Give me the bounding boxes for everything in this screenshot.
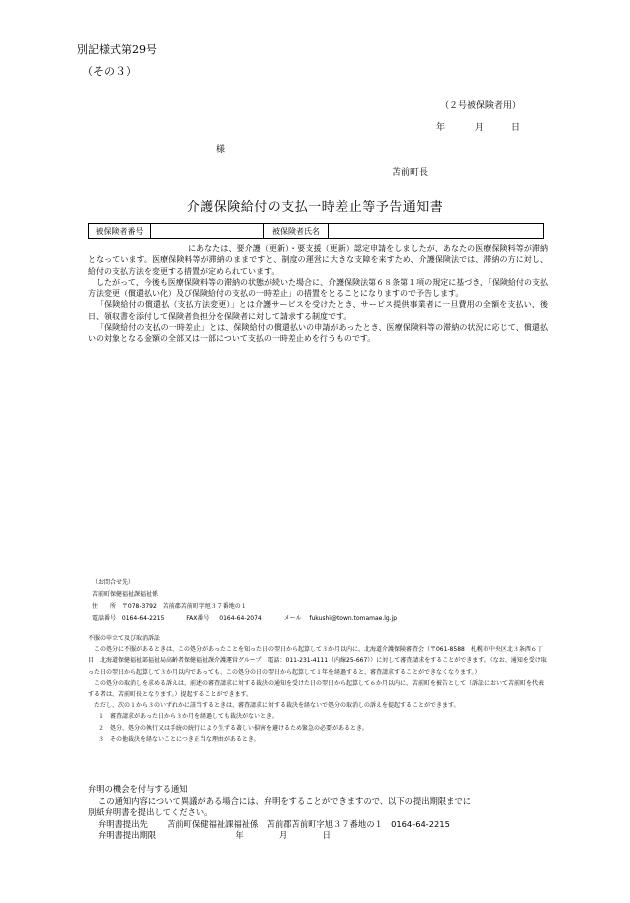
date-day-label: 日	[511, 123, 521, 133]
opinion-line-2: 別紙弁明書を提出してください。	[88, 807, 213, 817]
opinion-destination-row	[88, 819, 548, 831]
appeal-paragraph-3: ただし、次の１から３のいずれかに該当するときは、審査請求に対する裁決を経ないで処分の取消しの訴えを提起することができます。	[94, 702, 460, 710]
destination-value: 苫前町保健福祉課福祉係 苫前郡苫前町字旭３７番地の１ 0164-64-2215	[167, 818, 450, 829]
appeal-section	[88, 633, 548, 745]
fax-label: FAX番号	[186, 615, 210, 622]
deadline-year: 年	[235, 830, 244, 840]
body-paragraph-4: 「保険給付の支払の一時差止」とは、保険給付の償還払いの申請があったとき、医療保険料等の滞納の状況に応じて、償還払いの対象となる金額の全部又は一部について支払の一時差止めを行うものです。	[88, 323, 548, 344]
body-paragraph-1: にあなたは、要介護（更新）・要支援（更新）認定申請をしましたが、あなたの医療保険料等が滞納となっています。医療保険料等が滞納のままですと、制度の運営に大きな支障を来すため、介護保険法では、滞納の方に対し、給付の支払方法を変更する措置が定められています。	[88, 244, 548, 276]
body-paragraph-3: 「保険給付の償還払（支払方法変更）」とは介護サービスを受けたとき、サービス提供事業者に一旦費用の全額を支払い、後日、領収書を添付して保険者負担分を保険者に対して請求する制度です。	[88, 300, 548, 321]
form-number: 別記様式第29号	[77, 43, 157, 56]
deadline-day: 日	[322, 830, 331, 840]
appeal-item-1: １ 審査請求があった日から３か月を経過しても裁決がないとき。	[98, 713, 278, 721]
insured-number-value	[151, 224, 264, 238]
contact-heading: （お問合せ先）	[92, 579, 135, 586]
appeal-item-3: ３ その他裁決を経ないことにつき正当な理由があるとき。	[98, 735, 260, 743]
address-label: 住 所	[92, 603, 117, 610]
addressee-honorific: 様	[216, 145, 226, 155]
opinion-section	[88, 784, 548, 842]
date-year-label: 年	[436, 123, 446, 133]
phone-label: 電話番号	[92, 615, 117, 622]
form-sub-number: （その３）	[82, 65, 137, 78]
body-paragraph-2: したがって、今後も医療保険料等の滞納の状態が続いた場合に、介護保険法第６８条第１項の規定に基づき、「保険給付の支払方法変更（償還払い化）及び保険給付の支払の一時差止」の措置をとることになりますので予告します。	[88, 277, 548, 299]
fax-value: 0164-64-2074	[219, 615, 262, 622]
opinion-line-1: この通知内容について異議がある場合には、弁明をすることができますので、以下の提出期限までに	[98, 795, 472, 806]
document-title: 介護保険給付の支払一時差止等予告通知書	[186, 200, 444, 215]
address-value: 〒078-3792 苫前郡苫前町字旭３７番地の１	[121, 603, 247, 610]
contact-department: 苫前町保健福祉課福祉係	[92, 591, 159, 598]
appeal-item-2: ２ 処分、処分の執行又は手続の続行により生ずる著しい損害を避けるため緊急の必要があるとき。	[98, 724, 368, 732]
contact-phone-row	[92, 613, 397, 625]
opinion-heading: 弁明の機会を付与する通知	[88, 784, 188, 794]
insured-name-label: 被保険者氏名	[264, 224, 329, 238]
appeal-heading: 不服の申立て及び取消訴訟	[88, 635, 161, 642]
insured-type-label: （２号被保険者用）	[440, 101, 522, 111]
phone-value: 0164-64-2215	[121, 615, 165, 622]
notice-body	[88, 243, 548, 345]
date-month-label: 月	[475, 123, 485, 133]
deadline-label: 弁明書提出期限	[98, 830, 157, 840]
destination-label: 弁明書提出先	[98, 818, 148, 829]
mail-label: メール	[283, 615, 302, 622]
insured-number-label: 被保険者番号	[89, 224, 151, 238]
appeal-paragraph-1: この処分に不服があるときは、この処分があったことを知った日の翌日から起算して３か月以内に、北海道介護保険審査会（〒061-8588 札幌市中央区北３条西６丁目 北海道保健福祉部福祉局高齢者保健福祉課介護運営グループ 電話：011-231-4111（内線25-667））に対して審査請求をすることができます。（なお、通知を受け取った日の翌日から起算して３か月以内であっても、この処分の日の翌日から起算して１年を経過すると、審査請求することができなくなります。）	[88, 646, 547, 676]
opinion-deadline-row	[88, 830, 548, 842]
issuer-name: 苫前町長	[392, 168, 429, 178]
mail-value: fukushi@town.tomamae.lg.jp	[309, 615, 398, 622]
insured-name-value	[329, 224, 543, 238]
insured-info-table	[88, 223, 544, 239]
appeal-paragraph-2: この処分の取消しを求める訴えは、前述の審査請求に対する裁決の通知を受けた日の翌日から起算して６か月以内に、苫前町を被告として（訴訟において苫前町を代表する者は、苫前町長となります。）提起することができます。	[88, 679, 545, 699]
contact-address-row	[92, 601, 397, 613]
deadline-month: 月	[278, 830, 288, 840]
contact-info	[92, 577, 397, 625]
